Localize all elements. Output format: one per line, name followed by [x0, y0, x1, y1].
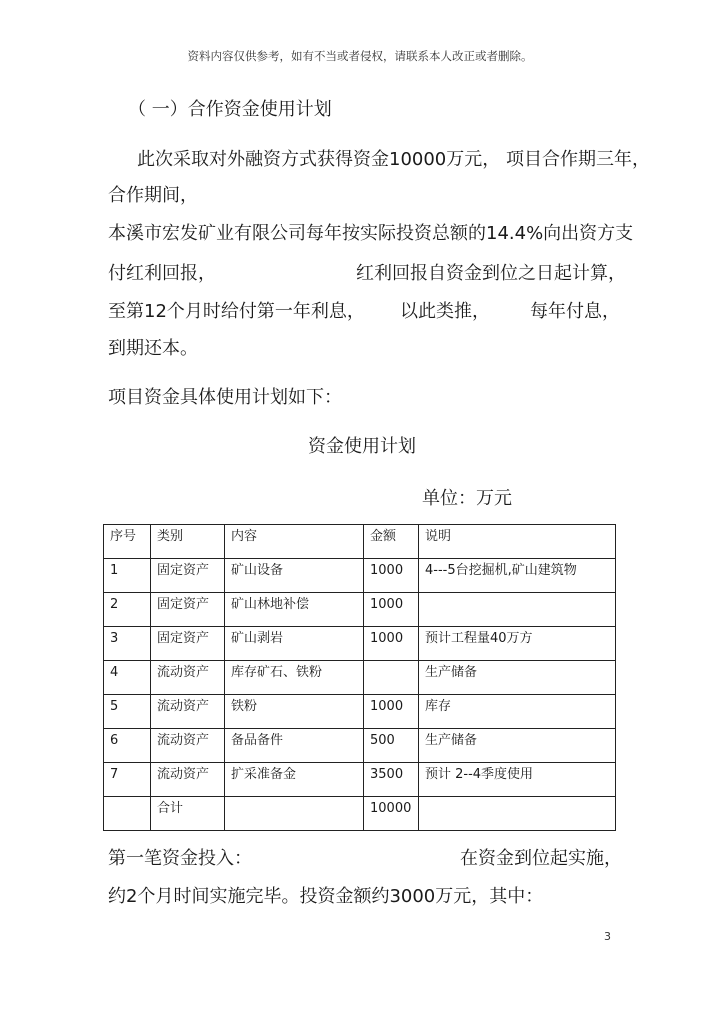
table-row — [104, 729, 616, 763]
table-cell: 矿山剥岩 — [225, 627, 364, 661]
table-row — [104, 559, 616, 593]
table-cell: 备品备件 — [225, 729, 364, 763]
table-cell: 4 — [104, 661, 151, 695]
table-cell: 1000 — [364, 695, 419, 729]
table-cell: 预计 2--4季度使用 — [419, 763, 616, 797]
table-cell: 6 — [104, 729, 151, 763]
table-row — [104, 763, 616, 797]
table-cell: 7 — [104, 763, 151, 797]
paragraph-line: 约2个月时间实施完毕。投资金额约3000万元，其中： — [108, 886, 544, 907]
table-cell — [104, 797, 151, 831]
paragraph-line: 每年付息， — [530, 301, 620, 322]
paragraph-line: 在资金到位起实施， — [460, 848, 622, 869]
table-header-row — [104, 525, 616, 559]
table-cell: 3 — [104, 627, 151, 661]
table-caption: 资金使用计划 — [308, 436, 416, 457]
table-cell — [225, 797, 364, 831]
table-cell: 固定资产 — [151, 559, 225, 593]
table-cell: 矿山林地补偿 — [225, 593, 364, 627]
table-cell: 铁粉 — [225, 695, 364, 729]
table-cell: 4---5台挖掘机,矿山建筑物 — [419, 559, 616, 593]
intro-line: 项目资金具体使用计划如下： — [108, 387, 342, 408]
table-cell — [364, 661, 419, 695]
header-cell: 说明 — [419, 525, 616, 559]
paragraph-line: 此次采取对外融资方式获得资金10000万元， 项目合作期三年， — [137, 149, 650, 170]
table-row — [104, 661, 616, 695]
paragraph-line: 付红利回报， — [108, 263, 216, 284]
table-cell: 预计工程量40万方 — [419, 627, 616, 661]
unit-label: 单位：万元 — [422, 488, 512, 509]
table-cell — [419, 593, 616, 627]
table-cell: 流动资产 — [151, 763, 225, 797]
fund-usage-table — [103, 524, 616, 831]
table-cell: 5 — [104, 695, 151, 729]
header-cell: 金额 — [364, 525, 419, 559]
header-cell: 类别 — [151, 525, 225, 559]
paragraph-line: 本溪市宏发矿业有限公司每年按实际投资总额的14.4%向出资方支 — [108, 223, 634, 244]
table-cell: 1000 — [364, 593, 419, 627]
table-cell: 库存矿石、铁粉 — [225, 661, 364, 695]
table-cell: 固定资产 — [151, 627, 225, 661]
table-row — [104, 627, 616, 661]
page-number: 3 — [604, 930, 611, 943]
paragraph-line: 到期还本。 — [108, 338, 198, 359]
table-cell: 矿山设备 — [225, 559, 364, 593]
table-cell: 500 — [364, 729, 419, 763]
table-total-row — [104, 797, 616, 831]
table-cell: 流动资产 — [151, 695, 225, 729]
table-row — [104, 593, 616, 627]
header-cell: 内容 — [225, 525, 364, 559]
header-cell: 序号 — [104, 525, 151, 559]
table-row — [104, 695, 616, 729]
table-cell: 10000 — [364, 797, 419, 831]
table-cell — [419, 797, 616, 831]
paragraph-line: 至第12个月时给付第一年利息， — [108, 301, 365, 322]
table-cell: 库存 — [419, 695, 616, 729]
table-cell: 扩采准备金 — [225, 763, 364, 797]
paragraph-line: 红利回报自资金到位之日起计算， — [356, 263, 626, 284]
table-cell: 2 — [104, 593, 151, 627]
table-cell: 1000 — [364, 627, 419, 661]
disclaimer: 资料内容仅供参考，如有不当或者侵权，请联系本人改正或者删除。 — [187, 49, 533, 63]
paragraph-line: 以此类推， — [400, 301, 490, 322]
table-cell: 合计 — [151, 797, 225, 831]
table-cell: 生产储备 — [419, 729, 616, 763]
table-cell: 1000 — [364, 559, 419, 593]
paragraph-line: 第一笔资金投入： — [108, 848, 252, 869]
table-cell: 1 — [104, 559, 151, 593]
table-cell: 流动资产 — [151, 661, 225, 695]
table-cell: 固定资产 — [151, 593, 225, 627]
table-cell: 流动资产 — [151, 729, 225, 763]
paragraph-line: 合作期间， — [108, 185, 198, 206]
table-cell: 生产储备 — [419, 661, 616, 695]
section-heading: （ 一）合作资金使用计划 — [128, 99, 332, 120]
table-cell: 3500 — [364, 763, 419, 797]
